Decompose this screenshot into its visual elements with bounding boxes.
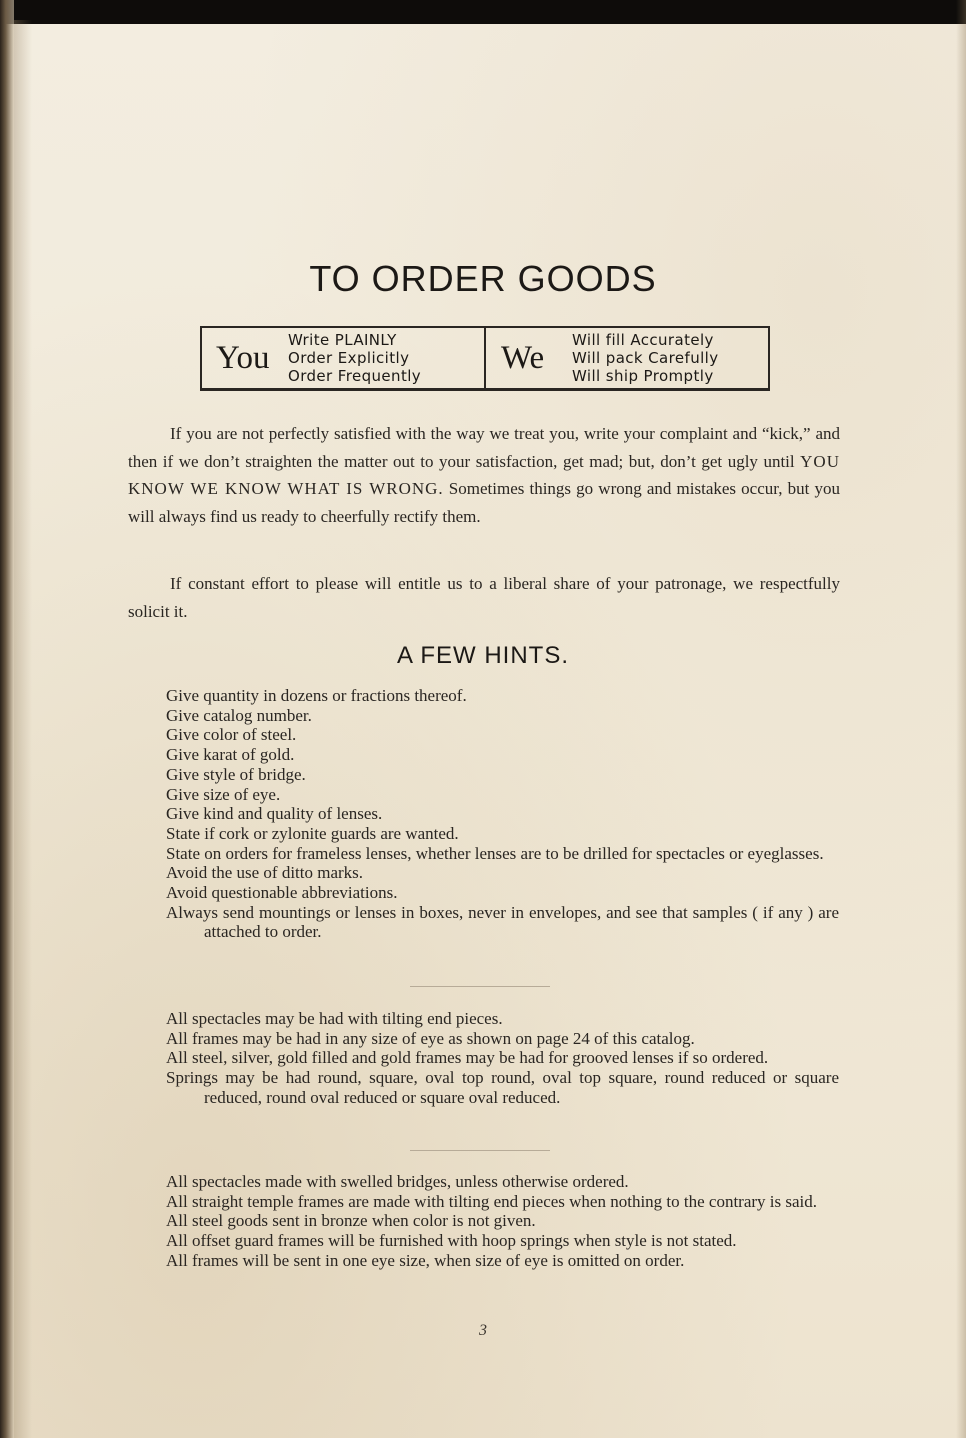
frame-option-item: All spectacles may be had with tilting end pieces. <box>166 1009 503 1028</box>
we-line: Will pack Carefully <box>572 349 719 367</box>
page-title: TO ORDER GOODS <box>309 258 657 299</box>
we-line: Will fill Accurately <box>572 331 714 349</box>
scan-top-edge <box>0 0 966 24</box>
default-option-item: All straight temple frames are made with tilting end pieces when nothing to the contrary is said. <box>166 1191 818 1211</box>
default-option-item: All steel goods sent in bronze when color is not given. <box>166 1211 536 1231</box>
hint-item: Give style of bridge. <box>166 764 306 784</box>
complaint-paragraph <box>128 420 840 530</box>
hint-item: Give quantity in dozens or fractions thereof. <box>166 686 467 705</box>
frame-option-item: Springs may be had round, square, oval top round, oval top square, round reduced or square reduced, round oval reduced or square oval reduced. <box>166 1068 839 1107</box>
we-word: We <box>501 340 545 376</box>
patronage-paragraph <box>128 570 840 625</box>
hint-item: Avoid the use of ditto marks. <box>166 863 364 883</box>
frame-option-item: All steel, silver, gold filled and gold frames may be had for grooved lenses if so ordered. <box>166 1048 769 1068</box>
complaint-text: If you are not perfectly satisfied with the way we treat you, write your complaint and “kick,” and then if we don’t straighten the matter out to your satisfaction, get mad; but, don’t get ugly until <box>128 424 840 471</box>
default-options-list <box>166 1172 839 1271</box>
default-option-item: All spectacles made with swelled bridges, unless otherwise ordered. <box>166 1172 629 1191</box>
we-lines <box>572 331 719 385</box>
binding-shadow <box>14 20 32 1438</box>
default-option-item: All offset guard frames will be furnished with hoop springs when style is not stated. <box>166 1231 737 1251</box>
hint-item: State on orders for frameless lenses, whether lenses are to be drilled for spectacles or eyeglasses. <box>166 843 824 863</box>
hint-item: Avoid questionable abbreviations. <box>166 883 398 903</box>
hint-item: Give karat of gold. <box>166 745 295 765</box>
you-line: Write PLAINLY <box>288 331 397 349</box>
binding-edge <box>0 0 14 1438</box>
order-promise-box <box>200 326 770 391</box>
complaint-emphasis: YOU KNOW WE KNOW WHAT IS WRONG. <box>128 451 840 498</box>
section-divider <box>410 986 550 987</box>
page-number: 3 <box>479 1322 487 1339</box>
you-line: Order Frequently <box>288 367 422 385</box>
you-lines <box>288 331 421 385</box>
we-panel <box>486 328 768 388</box>
hint-item: Give catalog number. <box>166 705 312 725</box>
hints-heading: A FEW HINTS. <box>396 642 569 669</box>
hint-item: Always send mountings or lenses in boxes, never in envelopes, and see that samples ( if any ) are attached to order. <box>166 902 839 942</box>
default-option-item: All frames will be sent in one eye size, when size of eye is omitted on order. <box>166 1250 685 1270</box>
you-line: Order Explicitly <box>288 349 410 367</box>
frame-option-item: All frames may be had in any size of eye as shown on page 24 of this catalog. <box>166 1028 695 1048</box>
page-edge-shadow <box>956 0 966 1438</box>
hints-list <box>166 686 839 942</box>
patronage-text: If constant effort to please will entitle us to a liberal share of your patronage, we respectfully solicit it. <box>128 574 840 621</box>
hint-item: Give size of eye. <box>166 784 281 804</box>
hint-item: Give kind and quality of lenses. <box>166 804 383 824</box>
you-panel <box>202 328 486 388</box>
you-word: You <box>216 340 270 376</box>
section-divider <box>410 1150 550 1151</box>
we-line: Will ship Promptly <box>572 367 714 385</box>
hint-item: Give color of steel. <box>166 725 297 745</box>
complaint-text-end: Sometimes things go wrong and mistakes occur, but you will always find us ready to cheerfully rectify them. <box>128 479 840 526</box>
hint-item: State if cork or zylonite guards are wanted. <box>166 823 459 843</box>
frame-options-list <box>166 1009 839 1108</box>
